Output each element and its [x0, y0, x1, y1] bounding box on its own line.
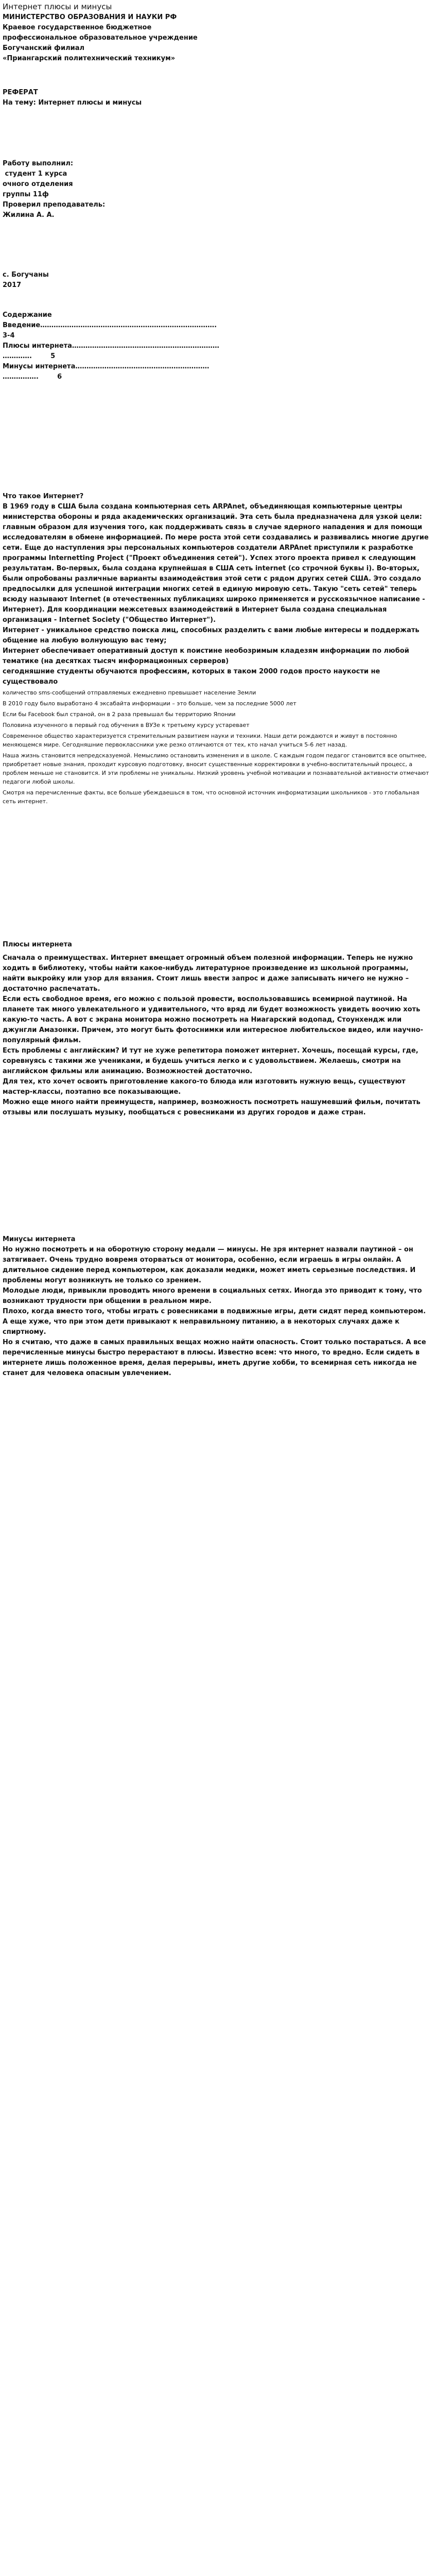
fact-item: Современное общество характеризуется стремительным развитием науки и техники. Наши дети рождаются и живут в постоянно меняющемся мире. Сегодняшние первоклассники уже резко отличаются от тех, кто начал учиться 5-6 лет назад. — [3, 733, 397, 748]
toc-item-minus-pages: ……………. 6 — [3, 373, 62, 381]
toc-item-minus: Минусы интернета…………………………………………………… — [3, 363, 210, 370]
document — [3, 1, 430, 1379]
paragraph: Для тех, кто хочет освоить приготовление какого-то блюда или изготовить нужную вещь, существуют мастер-классы, поэтапно все показывающие. — [3, 1078, 406, 1096]
plus-section — [3, 940, 430, 1118]
fact-item: Половина изученного в первый год обучения в ВУЗе к третьему курсу устаревает — [3, 722, 250, 728]
paragraph: Есть проблемы с английским? И тут не хуже репетитора поможет интернет. Хочешь, посещай курсы, где, соревнуясь с такими же учениками, и будешь учиться легко и с удовольствием. Желаешь, смотри на английском фильмы или анимацию. Возможностей достаточно. — [3, 1047, 418, 1075]
toc-item-plus: Плюсы интернета………………………………………………………… — [3, 342, 219, 350]
paragraph: Сначала о преимуществах. Интернет вмещает огромный объем полезной информации. Теперь не нужно ходить в библиотеку, чтобы найти какое-нибудь литературное произведение из школьной программы, найти выкройку или узор для вязания. Стоит лишь ввести запрос и даже записывать ничего не нужно – достаточно распечатать. — [3, 954, 413, 993]
toc-heading: Содержание — [3, 311, 52, 319]
college-name: «Приангарский политехнический техникум» — [3, 55, 176, 62]
doc-type: РЕФЕРАТ — [3, 89, 38, 96]
paragraph: Можно еще много найти преимуществ, например, возможность посмотреть нашумевший фильм, почитать отзывы или послушать музыку, пообщаться с ровесниками из других городов и даже стран. — [3, 1098, 421, 1116]
fact-item: Наша жизнь становится непредсказуемой. Немыслимо остановить изменения и в школе. С каждым годом педагог становится все опытнее, приобретает новые знания, проходит курсовую подготовку, вносит существенные корректировки в учебно-воспитательный процесс, а проблем меньше не становится. И эти проблемы не уникальны. Низкий уровень учебной мотивации и познавательной активности отмечают педагоги любой школы. — [3, 752, 429, 785]
paragraph: Молодые люди, привыкли проводить много времени в социальных сетях. Иногда это приводит к тому, что возникают трудности при общении в реальном мире. — [3, 1287, 422, 1305]
minus-section — [3, 1234, 430, 1379]
section-heading: Плюсы интернета — [3, 941, 72, 948]
fact-item: количество sms-сообщений отправляемых ежедневно превышает население Земли — [3, 689, 256, 696]
section-heading: Что такое Интернет? — [3, 493, 84, 500]
student-group: группы 11ф — [3, 191, 49, 198]
toc-item-intro-pages: 3-4 — [3, 332, 15, 340]
paragraph: Если есть свободное время, его можно с пользой провести, воспользовавшись всемирной паутиной. На планете так много увлекательного и удивительного, что вряд ли будет возможность увидеть воочию хоть какую-то часть. А вот с экрана монитора можно посмотреть на Ниагарский водопад, Стоунхендж или джунгли Амазонки. Причем, это могут быть фотоснимки или интересное любительское видео, или научно-популярный фильм. — [3, 995, 423, 1044]
paragraph: Интернет обеспечивает оперативный доступ к поистине необозримым кладезям информации по любой тематике (на десятках тысяч информационных серверов) — [3, 647, 409, 665]
paragraph: В 1969 году в США была создана компьютерная сеть ARPAnet, объединяющая компьютерные центры министерства обороны и ряда академических организаций. Эта сеть была предназначена для узкой цели: главным образом для изучения того, как поддерживать связь в случае ядерного нападения и для помощи исследователям в обмене информацией. По мере роста этой сети создавались и развивались многие другие сети. Еще до наступления эры персональных компьютеров создатели ARPAnet приступили к разработке программы Internetting Project ("Проект объединения сетей"). Успех этого проекта привел к следующим результатам. Во-первых, была создана крупнейшая в США сеть internet (со строчной буквы i). Во-вторых, были опробованы различные варианты взаимодействия этой сети с рядом других сетей США. Это создало предпосылки для успешной интеграции многих сетей в единую мировую сеть. Такую "сеть сетей" теперь всюду называют Internet (в отечественных публикациях широко применяется и русскоязычное написание - Интернет). Для координации межсетевых взаимодействий в Интернет была создана специальная организация - Internet Society ("Общество Интернет"). — [3, 503, 429, 624]
institution-line: профессиональное образовательное учреждение — [3, 34, 198, 42]
fact-item: В 2010 году было выработано 4 эксабайта информации – это больше, чем за последние 5000 лет — [3, 700, 297, 707]
paragraph: сегодняшние студенты обучаются профессиям, которых в таком 2000 годов просто наукости не существовало — [3, 668, 380, 686]
section-heading: Минусы интернета — [3, 1235, 76, 1243]
paragraph: Но нужно посмотреть и на оборотную сторону медали — минусы. Не зря интернет назвали паутиной – он затягивает. Очень трудно вовремя оторваться от монитора, особенно, если играешь в игры онлайн. А длительное сидение перед компьютером, как доказали медики, может иметь серьезные последствия. И проблемы могут возникнуть не только со зрением. — [3, 1246, 416, 1284]
paragraph: Интернет - уникальное средство поиска лиц, способных разделить с вами любые интересы и поддержать общение на любую волнующую вас тему; — [3, 626, 420, 645]
teacher-name: Жилина А. А. — [3, 211, 55, 219]
year: 2017 — [3, 281, 22, 289]
toc-item-plus-pages: …………. 5 — [3, 352, 56, 360]
checked-by-label: Проверил преподаватель: — [3, 201, 106, 209]
toc-item-intro: Введение……………………………………………………………………. — [3, 321, 217, 329]
student-course: студент 1 курса — [3, 170, 67, 178]
ministry-name: МИНИСТЕРСТВО ОБРАЗОВАНИЯ И НАУКИ РФ — [3, 13, 177, 21]
branch-name: Богучанский филиал — [3, 44, 84, 52]
doc-topic: На тему: Интернет плюсы и минусы — [3, 99, 142, 107]
paragraph: Но я считаю, что даже в самых правильных вещах можно найти опасность. Стоит только постараться. А все перечисленные минусы быстро перерастают в плюсы. Известно всем: что много, то вредно. Если сидеть в интернете лишь положенное время, делая перерывы, иметь другие хобби, то всемирная сеть никогда не станет для человека опасным увлечением. — [3, 1338, 426, 1377]
intro-section — [3, 492, 430, 806]
performed-by-label: Работу выполнил: — [3, 160, 74, 167]
institution-line: Краевое государственное бюджетное — [3, 24, 152, 31]
study-form: очного отделения — [3, 180, 73, 188]
fact-item: Смотря на перечисленные факты, все больше убеждаешься в том, что основной источник информатизации школьников - это глобальная сеть интернет. — [3, 789, 420, 805]
table-of-contents — [3, 310, 430, 382]
city: с. Богучаны — [3, 271, 49, 279]
fact-item: Если бы Facebook был страной, он в 2 раза превышал бы территорию Японии — [3, 711, 236, 718]
page-title: Интернет плюсы и минусы — [3, 2, 112, 11]
paragraph: Плохо, когда вместо того, чтобы играть с ровесниками в подвижные игры, дети сидят перед компьютером. А еще хуже, что при этом дети привыкают к неправильному питанию, а в некоторых случаях даже к спиртному. — [3, 1308, 426, 1336]
